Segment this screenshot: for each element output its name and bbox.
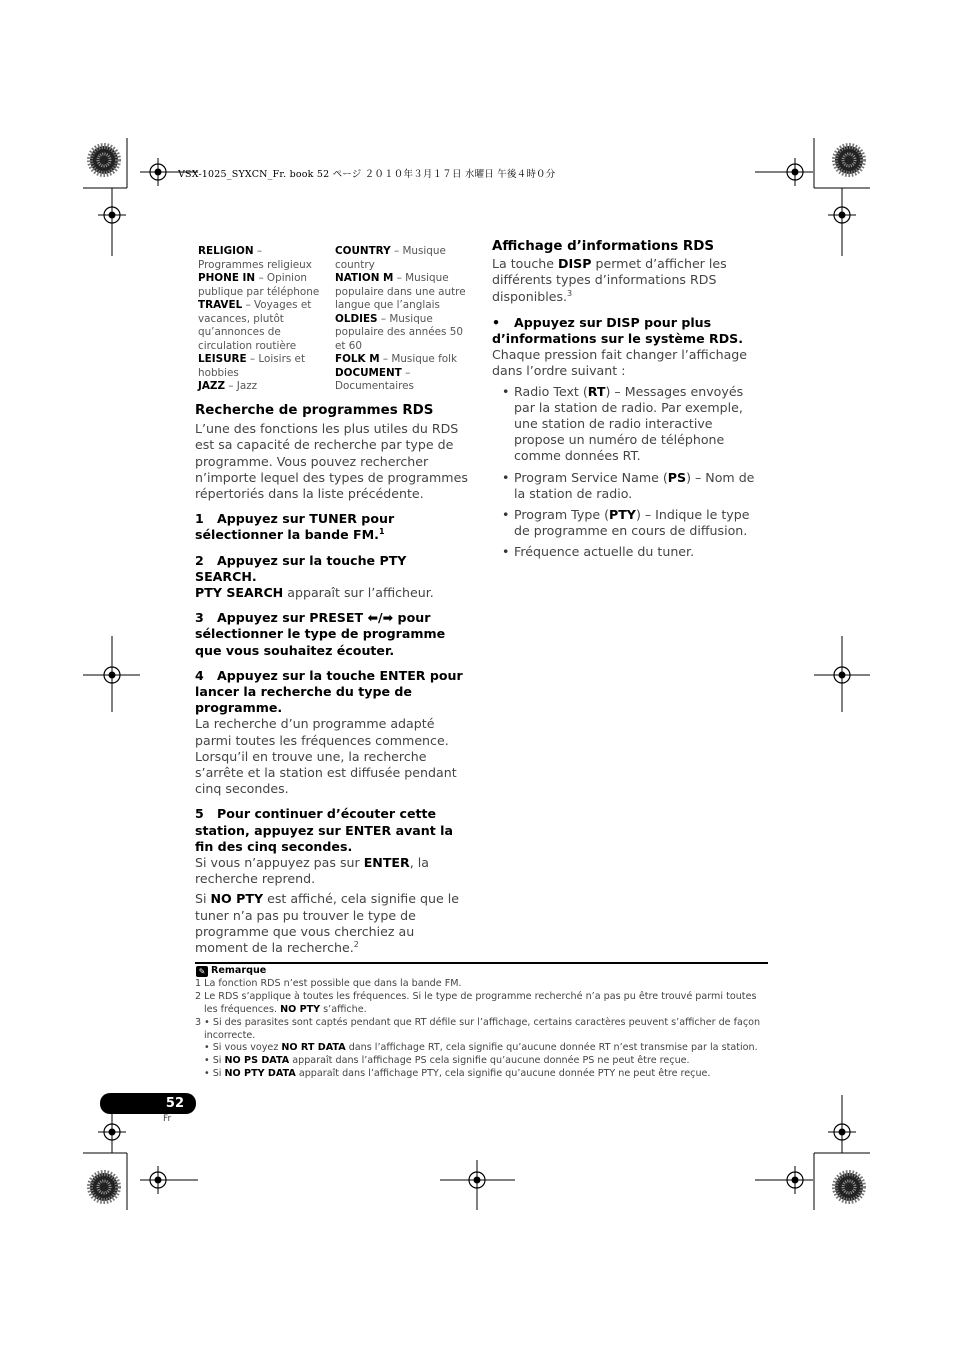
footnote-3: 3 • Si des parasites sont captés pendant que RT défile sur l’affichage, certains caractères peuvent s’afficher de façon incorrecte. bbox=[195, 1017, 761, 1041]
notes-title: ✎ Remarque bbox=[196, 965, 266, 977]
step-3: 3 Appuyez sur PRESET ⬅/➡ pour sélectionner le type de programme que vous souhaitez écouter. bbox=[195, 610, 446, 658]
note-pencil-icon: ✎ bbox=[196, 966, 208, 977]
step-4: 4 Appuyez sur la touche ENTER pour lancer la recherche du type de programme. bbox=[195, 667, 463, 716]
category-travel: TRAVEL – Voyages et vacances, plutôt qu’annonces de circulation routière bbox=[198, 299, 312, 352]
page-language: Fr bbox=[163, 1114, 172, 1124]
footnote-3-no-rt: • Si vous voyez NO RT DATA dans l’affichage RT, cela signifie qu’aucune donnée RT n’est transmise par la station. bbox=[204, 1042, 758, 1053]
notes-divider bbox=[195, 962, 768, 964]
step-4-text: La recherche d’un programme adapté parmi toutes les fréquences commence. Lorsqu’il en trouve une, la recherche s’arrête et la station est diffusée pendant cinq secondes. bbox=[195, 716, 457, 797]
step-2-text: PTY SEARCH apparaît sur l’afficheur. bbox=[195, 585, 434, 601]
step-2: 2 Appuyez sur la touche PTY SEARCH. bbox=[195, 552, 407, 584]
bullet-program-type: • Program Type (PTY) – Indique le type de programme en cours de diffusion. bbox=[492, 507, 767, 539]
footnote-3-no-ps: • Si NO PS DATA apparaît dans l’affichage PS cela signifie qu’aucune donnée PS ne peut être reçue. bbox=[204, 1055, 690, 1066]
left-column bbox=[195, 403, 470, 956]
footnote-2: 2 Le RDS s’applique à toutes les fréquences. Si le type de programme recherché n’a pas pu être trouvé parmi toutes les fréquences. NO PTY s’affiche. bbox=[195, 991, 757, 1015]
step-5-text-1: Si vous n’appuyez pas sur ENTER, la recherche reprend. bbox=[195, 855, 429, 887]
instruction-text: Chaque pression fait changer l’affichage dans l’ordre suivant : bbox=[492, 347, 748, 379]
footnote-1: 1 La fonction RDS n’est possible que dans la bande FM. bbox=[195, 978, 462, 989]
crop-mark-bottom-center bbox=[440, 1160, 515, 1210]
step-5: 5 Pour continuer d’écouter cette station, appuyez sur ENTER avant la fin des cinq secondes. bbox=[195, 806, 453, 854]
category-folk-m: FOLK M – Musique folk bbox=[335, 353, 458, 365]
instruction-disp: • Appuyez sur DISP pour plus d’informations sur le système RDS. bbox=[492, 314, 743, 347]
book-header-line: VSX-1025_SYXCN_Fr. book 52 ページ ２０１０年３月１７日 水曜日 午後４時０分 bbox=[178, 169, 556, 180]
footnote-3-no-pty: • Si NO PTY DATA apparaît dans l’affichage PTY, cela signifie qu’aucune donnée PTY ne peut être reçue. bbox=[204, 1068, 711, 1079]
intro-paragraph: L’une des fonctions les plus utiles du RDS est sa capacité de recherche par type de programme. Vous pouvez rechercher n’importe lequel des types de programmes répertoriés dans la liste précédente. bbox=[195, 421, 468, 502]
category-oldies: OLDIES – Musique populaire des années 50 et 60 bbox=[335, 312, 463, 352]
crop-mark-top-left bbox=[83, 138, 198, 256]
category-document: DOCUMENT – Documentaires bbox=[335, 366, 414, 392]
category-list-left bbox=[198, 245, 328, 394]
crop-mark-top-right bbox=[755, 138, 870, 256]
crop-mark-bottom-right bbox=[755, 1095, 870, 1210]
bullet-frequency: • Fréquence actuelle du tuner. bbox=[492, 544, 767, 560]
bullet-program-service-name: • Program Service Name (PS) – Nom de la station de radio. bbox=[492, 470, 767, 502]
category-phone-in: PHONE IN – Opinion publique par téléphone bbox=[198, 272, 320, 298]
bullet-radio-text: • Radio Text (RT) – Messages envoyés par la station de radio. Par exemple, une station de radio interactive propose un numéro de téléphone comme données RT. bbox=[492, 384, 767, 465]
category-religion: RELIGION – Programmes religieux bbox=[198, 245, 312, 271]
crop-mark-mid-right bbox=[814, 636, 870, 712]
section-heading-rds-display: Affichage d’informations RDS bbox=[492, 239, 714, 254]
page-number: 52 bbox=[165, 1096, 184, 1111]
step-1: 1 Appuyez sur TUNER pour sélectionner la bande FM.$^1$ bbox=[195, 511, 395, 543]
right-column bbox=[492, 239, 767, 561]
category-nation-m: NATION M – Musique populaire dans une autre langue que l’anglais bbox=[335, 272, 466, 311]
disp-paragraph: La touche DISP permet d’afficher les différents types d’informations RDS disponibles.$^3$ bbox=[492, 256, 727, 304]
section-heading-rds-search: Recherche de programmes RDS bbox=[195, 403, 434, 418]
step-5-text-2: Si NO PTY est affiché, cela signifie que le tuner n’a pas pu trouver le type de programme que vous cherchiez au moment de la recherche.$^2$ bbox=[195, 891, 459, 956]
crop-mark-mid-left bbox=[83, 636, 140, 712]
category-country: COUNTRY – Musique country bbox=[335, 245, 446, 271]
category-leisure: LEISURE – Loisirs et hobbies bbox=[198, 353, 306, 379]
category-jazz: JAZZ – Jazz bbox=[198, 380, 258, 392]
arrow-left-right-icon: ⬅/➡ bbox=[367, 610, 394, 626]
category-list-right bbox=[335, 245, 469, 394]
